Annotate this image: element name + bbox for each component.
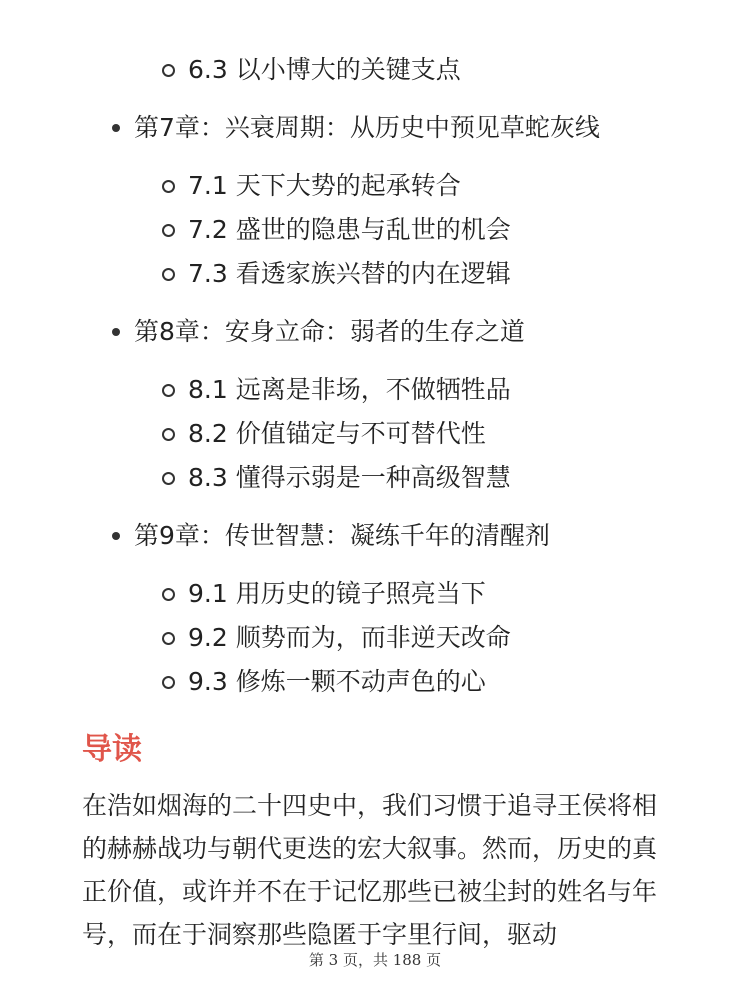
toc-entry: 8.1 远离是非场，不做牺牲品	[0, 368, 750, 412]
toc-entry: 8.2 价值锚定与不可替代性	[0, 412, 750, 456]
page-footer: 第 3 页，共 188 页	[308, 951, 442, 969]
section-title: 导读	[82, 732, 142, 767]
toc-entry: 6.3 以小博大的关键支点	[0, 48, 750, 92]
toc-entry: 7.3 看透家族兴替的内在逻辑	[0, 252, 750, 296]
toc-chapter: 第7章：兴衰周期：从历史中预见草蛇灰线	[0, 106, 750, 150]
table-of-contents	[0, 48, 750, 704]
toc-entry: 9.2 顺势而为，而非逆天改命	[0, 616, 750, 660]
intro-paragraph: 在浩如烟海的二十四史中，我们习惯于追寻王侯将相的赫赫战功与朝代更迭的宏大叙事。然而，历史的真正价值，或许并不在于记忆那些已被尘封的姓名与年号，而在于洞察那些隐匿于字里行间，驱动	[82, 791, 658, 949]
toc-entry: 9.1 用历史的镜子照亮当下	[0, 572, 750, 616]
toc-entry: 7.2 盛世的隐患与乱世的机会	[0, 208, 750, 252]
toc-chapter: 第9章：传世智慧：凝练千年的清醒剂	[0, 514, 750, 558]
toc-entry: 9.3 修炼一颗不动声色的心	[0, 660, 750, 704]
toc-entry: 7.1 天下大势的起承转合	[0, 164, 750, 208]
toc-chapter: 第8章：安身立命：弱者的生存之道	[0, 310, 750, 354]
toc-entry: 8.3 懂得示弱是一种高级智慧	[0, 456, 750, 500]
